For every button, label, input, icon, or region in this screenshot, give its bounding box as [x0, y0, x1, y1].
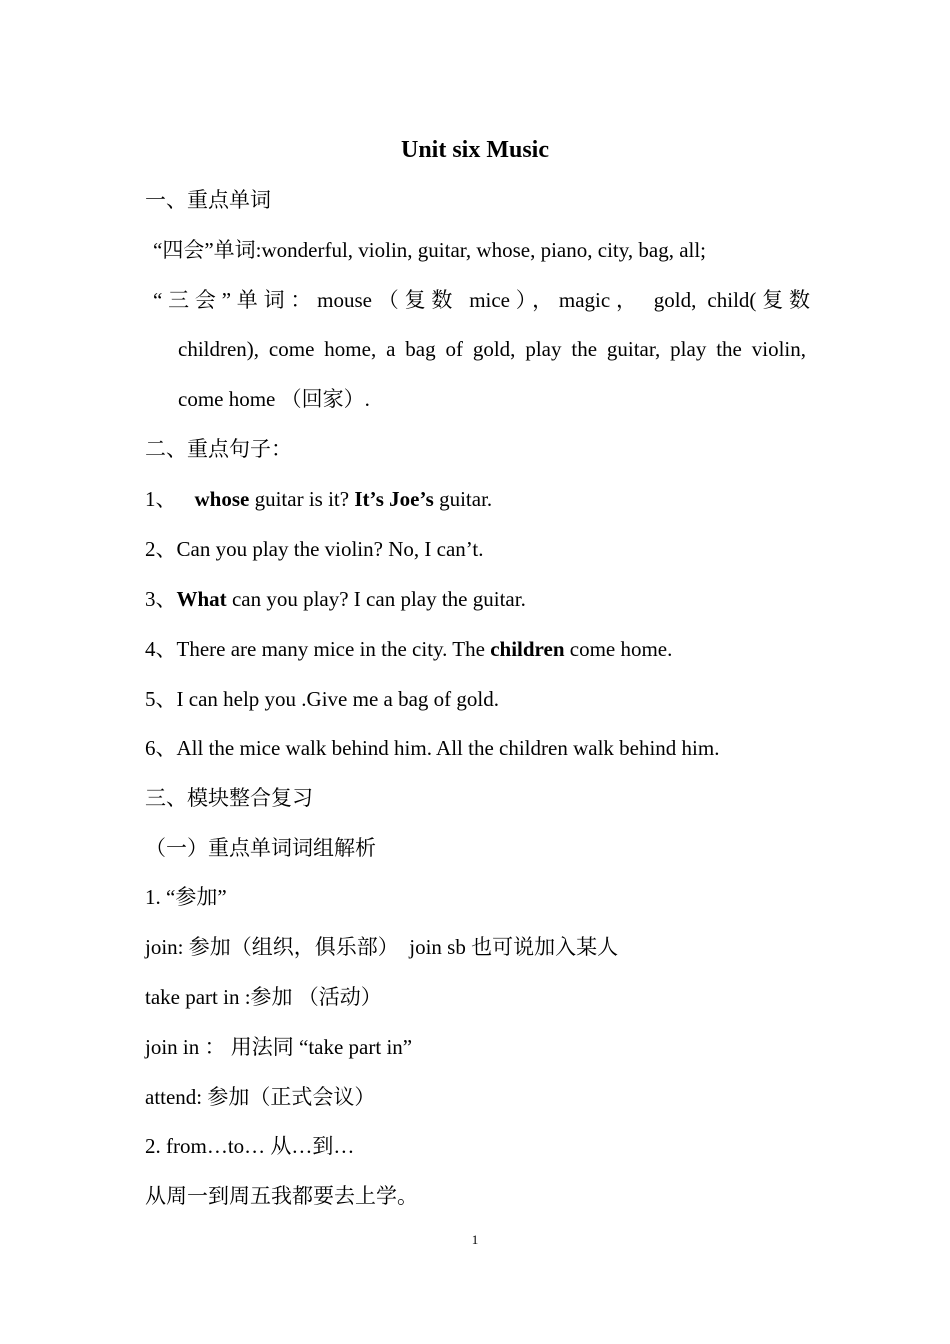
join-definition: join: 参加（组织，俱乐部） join sb 也可说加入某人 [145, 935, 619, 959]
sentence-1-text-a: guitar is it? [249, 487, 355, 511]
sentence-1-text-b: guitar. [433, 487, 493, 511]
three-skills-words-line1: “三会”单词：mouse（复数 mice），magic， gold, child(复数 [153, 288, 810, 312]
four-skills-words: “四会”单词:wonderful, violin, guitar, whose, piano, city, bag, all; [153, 238, 707, 262]
sentence-4-text-b: come home. [564, 637, 673, 661]
sentence-2: 2、Can you play the violin? No, I can’t. [145, 537, 484, 561]
sentence-3-keyword-what: What [176, 587, 227, 611]
sentence-6: 6、All the mice walk behind him. All the children walk behind him. [145, 736, 720, 760]
sentence-1-keyword-whose: whose [194, 487, 250, 511]
item1-title: 1. “参加” [145, 885, 227, 909]
attend-definition: attend: 参加（正式会议） [145, 1085, 376, 1109]
section1-heading: 一、重点单词 [145, 188, 271, 212]
sentence-1-number: 1、 [145, 487, 177, 511]
sentence-3-text: can you play? I can play the guitar. [226, 587, 526, 611]
take-part-in-definition: take part in :参加 （活动） [145, 985, 382, 1009]
item2-example: 从周一到周五我都要去上学。 [145, 1184, 418, 1208]
page-number: 1 [471, 1232, 479, 1247]
sentence-3-number: 3、 [145, 587, 177, 611]
section3-heading: 三、模块整合复习 [145, 786, 313, 810]
sentence-3 [145, 584, 810, 614]
sentence-4 [145, 634, 810, 664]
three-skills-words-line3: come home （回家）. [178, 387, 370, 411]
sentence-1-keyword-joes: It’s Joe’s [354, 487, 434, 511]
item2-title: 2. from…to… 从…到… [145, 1134, 355, 1158]
section3-subheading: （一）重点单词词组解析 [145, 836, 376, 860]
section2-heading: 二、重点句子： [145, 437, 292, 461]
sentence-4-keyword-children: children [490, 637, 565, 661]
sentence-5: 5、I can help you .Give me a bag of gold. [145, 687, 499, 711]
document-title: Unit six Music [400, 137, 549, 163]
join-in-definition: join in ： 用法同 “take part in” [145, 1035, 413, 1059]
sentence-1 [145, 484, 810, 514]
sentence-4-text-a: 4、There are many mice in the city. The [145, 637, 491, 661]
three-skills-words-line2: children), come home, a bag of gold, play the guitar, play the violin, [178, 337, 806, 361]
